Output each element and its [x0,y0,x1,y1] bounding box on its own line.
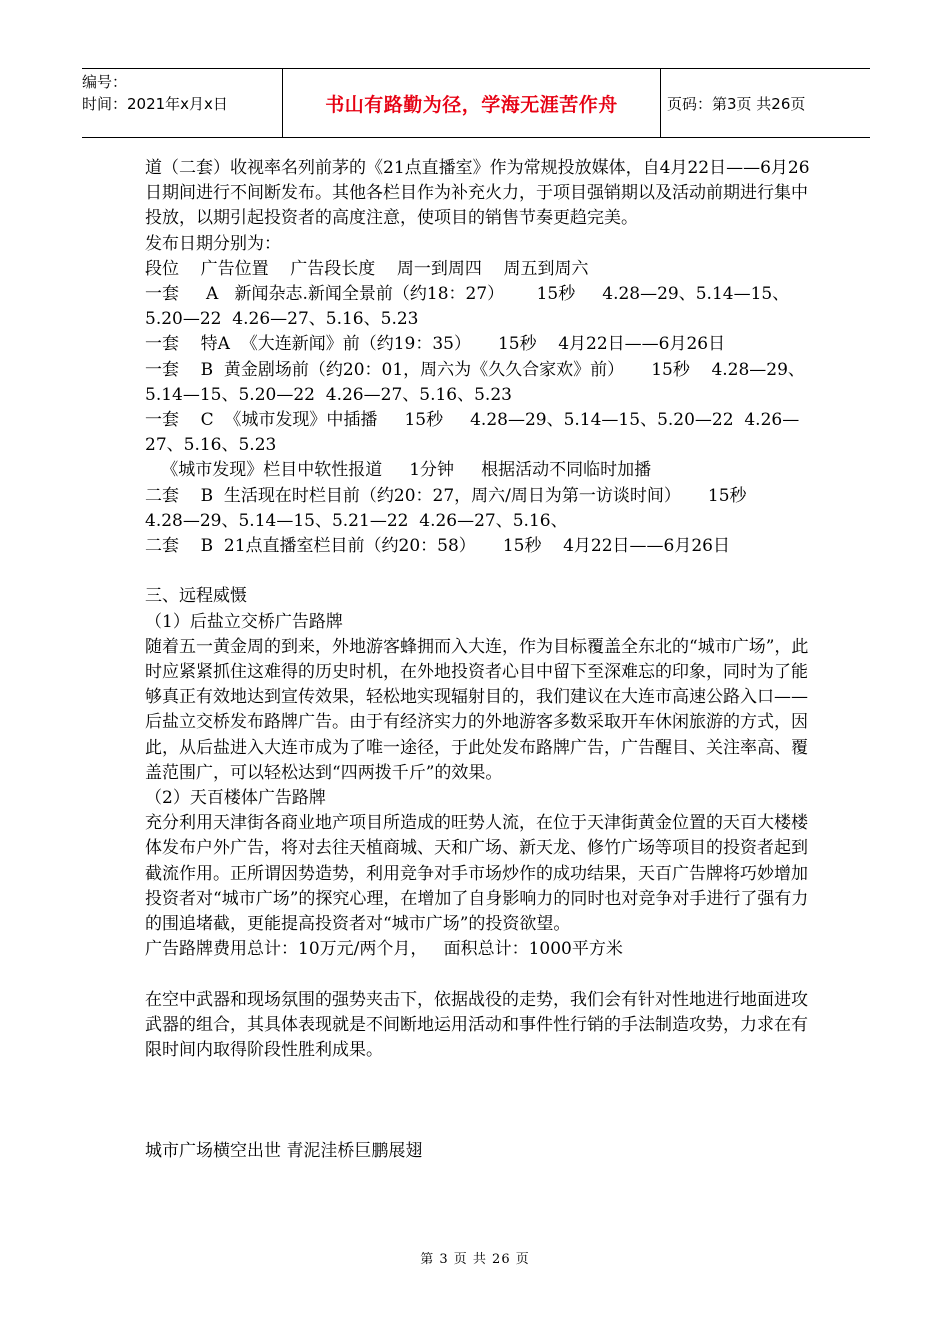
schedule-header: 段位 广告位置 广告段长度 周一到周四 周五到周六 [145,258,589,279]
page-footer: 第 3 页 共 26 页 [420,1252,530,1267]
closing-heading: 城市广场横空出世 青泥洼桥巨鹏展翅 [145,1140,423,1161]
blank-line [145,962,811,987]
page-header [82,68,870,138]
schedule-row: 《城市发现》栏目中软性报道 1分钟 根据活动不同临时加播 [145,460,652,481]
doc-number: 编号： [82,73,128,91]
paragraph: 广告路牌费用总计：10万元/两个月， 面积总计：1000平方米 [145,939,623,960]
blank-line [145,1114,811,1139]
header-motto: 书山有路勤为径，学海无涯苦作舟 [325,93,618,116]
blank-line [145,1063,811,1113]
doc-date: 时间：2021年x月x日 [82,95,228,113]
header-page-info: 页码：第3页 共26页 [667,95,806,113]
document-body [145,156,811,1164]
subsection-heading: （2）天百楼体广告路牌 [145,788,326,809]
paragraph: 充分利用天津街各商业地产项目所造成的旺势人流，在位于天津街黄金位置的天百大楼楼体发布户外广告，将对去往天植商城、天和广场、新天龙、修竹广场等项目的投资者起到截流作用。正所谓因势造势，利用竞争对手市场炒作的成功结果，天百广告牌将巧妙增加投资者对“城市广场”的探究心理，在增加了自身影响力的同时也对竞争对手进行了强有力的围追堵截，更能提高投资者对“城市广场”的投资欲望。 [145,813,809,935]
header-divider [660,69,661,137]
schedule-row: 一套 C 《城市发现》中插播 15秒 4.28—29、5.14—15、5.20—22 4.26—27、5.16、5.23 [145,410,800,456]
schedule-row: 一套 B 黄金剧场前（约20：01，周六为《久久合家欢》前） 15秒 4.28—29、5.14—15、5.20—22 4.26—27、5.16、5.23 [145,359,805,405]
paragraph: 随着五一黄金周的到来，外地游客蜂拥而入大连，作为目标覆盖全东北的“城市广场”，此时应紧紧抓住这难得的历史时机，在外地投资者心目中留下至深难忘的印象，同时为了能够真正有效地达到宣传效果，轻松地实现辐射目的，我们建议在大连市高速公路入口——后盐立交桥发布路牌广告。由于有经济实力的外地游客多数采取开车休闲旅游的方式，因此，从后盐进入大连市成为了唯一途径，于此处发布路牌广告，广告醒目、关注率高、覆盖范围广，可以轻松达到“四两拨千斤”的效果。 [145,636,809,783]
paragraph: 道（二套）收视率名列前茅的《21点直播室》作为常规投放媒体，自4月22日——6月26日期间进行不间断发布。其他各栏目作为补充火力，于项目强销期以及活动前期进行集中投放，以期引起投资者的高度注意，使项目的销售节奏更趋完美。 [145,158,810,229]
schedule-row: 二套 B 21点直播室栏目前（约20：58） 15秒 4月22日——6月26日 [145,536,730,557]
header-meta [82,71,282,115]
subsection-heading: （1）后盐立交桥广告路牌 [145,611,343,632]
schedule-row: 一套 A 新闻杂志.新闻全景前（约18：27） 15秒 4.28—29、5.14—15、5.20—22 4.26—27、5.16、5.23 [145,284,790,330]
schedule-row: 一套 特A 《大连新闻》前（约19：35） 15秒 4月22日——6月26日 [145,334,726,355]
schedule-row: 二套 B 生活现在时栏目前（约20：27，周六/周日为第一访谈时间） 15秒 4.28—29、5.14—15、5.21—22 4.26—27、5.16、 [145,485,774,531]
blank-line [145,559,811,584]
section-heading: 三、远程威慑 [145,586,247,607]
paragraph: 发布日期分别为： [145,233,281,254]
paragraph: 在空中武器和现场氛围的强势夹击下，依据战役的走势，我们会有针对性地进行地面进攻武器的组合，其具体表现就是不间断地运用活动和事件性行销的手法制造攻势，力求在有限时间内取得阶段性胜利成果。 [145,989,808,1061]
